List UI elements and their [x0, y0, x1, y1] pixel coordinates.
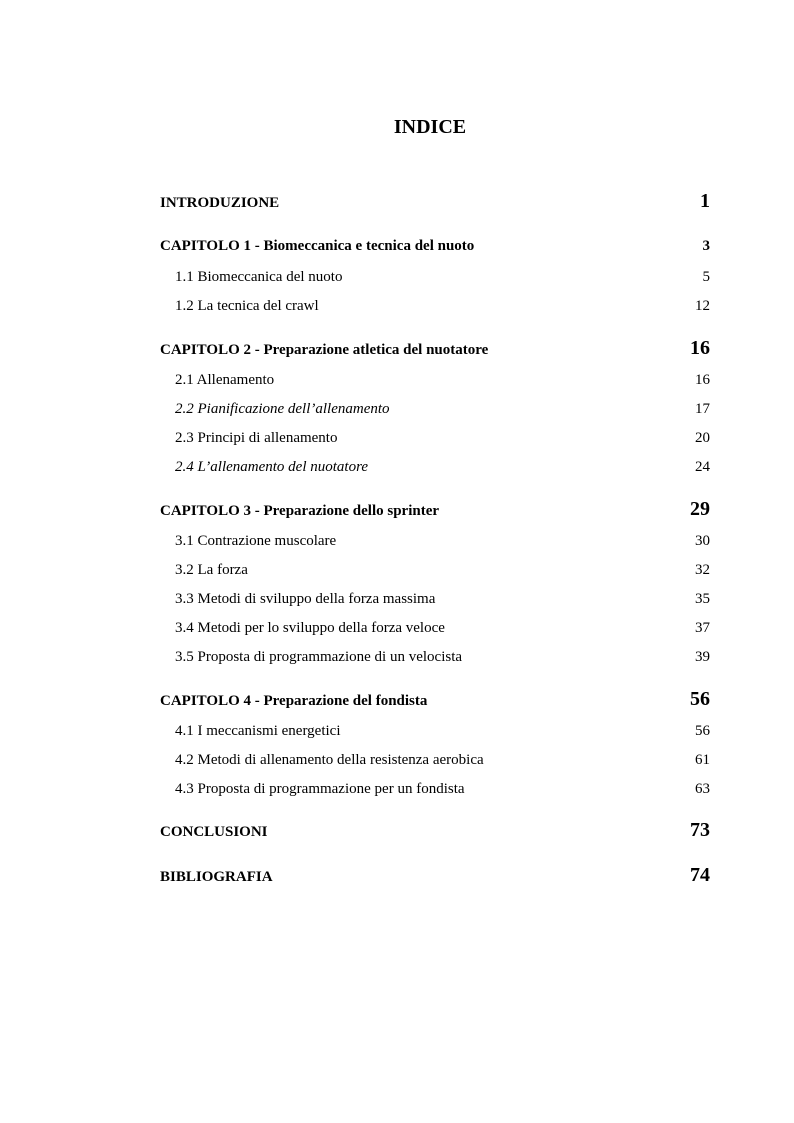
toc-label: 3.3 Metodi di sviluppo della forza massima: [175, 591, 436, 607]
toc-label: 3.1 Contrazione muscolare: [175, 533, 337, 549]
toc-section[interactable]: [175, 298, 710, 315]
toc-label: 3.2 La forza: [175, 562, 248, 578]
toc-section[interactable]: [175, 430, 710, 447]
toc-label: 1.1 Biomeccanica del nuoto: [175, 269, 343, 285]
toc-label: 4.2 Metodi di allenamento della resistenza aerobica: [175, 752, 484, 768]
toc-page: 56: [690, 688, 710, 710]
toc-page: 37: [695, 620, 710, 636]
toc-page: 12: [695, 298, 710, 314]
toc-page: 61: [695, 752, 710, 768]
toc-label: 4.3 Proposta di programmazione per un fondista: [175, 781, 465, 797]
toc-page: 16: [690, 337, 710, 359]
toc-page: 32: [695, 562, 710, 578]
toc-page: 35: [695, 591, 710, 607]
toc-section[interactable]: [175, 591, 710, 608]
toc-page: 24: [695, 459, 710, 475]
toc-entry-bibliography[interactable]: [160, 864, 710, 887]
toc-page: 39: [695, 649, 710, 665]
toc-label: 2.4 L’allenamento del nuotatore: [175, 459, 369, 475]
toc-page: 17: [695, 401, 710, 417]
toc-section[interactable]: [175, 269, 710, 286]
toc-section[interactable]: [175, 649, 710, 666]
toc-page: 20: [695, 430, 710, 446]
toc-label: CAPITOLO 3 - Preparazione dello sprinter: [160, 503, 440, 519]
toc-label: 3.4 Metodi per lo sviluppo della forza veloce: [175, 620, 445, 636]
toc-label: 2.2 Pianificazione dell’allenamento: [175, 401, 390, 417]
toc-entry-introduction[interactable]: [160, 190, 710, 213]
toc-page: 3: [702, 238, 710, 254]
toc-page: 16: [695, 372, 710, 388]
toc-page: 74: [690, 864, 710, 886]
toc-chapter-3[interactable]: [160, 498, 710, 521]
toc-chapter-2[interactable]: [160, 337, 710, 360]
toc-section[interactable]: [175, 781, 710, 798]
toc-page: 29: [690, 498, 710, 520]
toc-label: INTRODUZIONE: [160, 195, 280, 211]
toc-label: CAPITOLO 1 - Biomeccanica e tecnica del nuoto: [160, 238, 475, 254]
toc-section[interactable]: [175, 562, 710, 579]
toc-label: CAPITOLO 2 - Preparazione atletica del nuotatore: [160, 342, 489, 358]
toc-entry-conclusions[interactable]: [160, 819, 710, 842]
toc-section[interactable]: [175, 459, 710, 476]
toc-page: 63: [695, 781, 710, 797]
toc-label: 2.3 Principi di allenamento: [175, 430, 338, 446]
toc-page: 1: [700, 190, 710, 212]
toc-label: CAPITOLO 4 - Preparazione del fondista: [160, 693, 428, 709]
toc-label: 3.5 Proposta di programmazione di un velocista: [175, 649, 463, 665]
toc-label: 1.2 La tecnica del crawl: [175, 298, 319, 314]
toc-section[interactable]: [175, 372, 710, 389]
toc-page: 56: [695, 723, 710, 739]
toc-label: CONCLUSIONI: [160, 824, 268, 840]
toc-page: 5: [702, 269, 710, 285]
toc-section[interactable]: [175, 533, 710, 550]
toc-section[interactable]: [175, 401, 710, 418]
toc-chapter-4[interactable]: [160, 688, 710, 711]
toc-label: 4.1 I meccanismi energetici: [175, 723, 341, 739]
toc-chapter-1[interactable]: [160, 238, 710, 255]
toc-label: BIBLIOGRAFIA: [160, 869, 273, 885]
page-title: INDICE: [393, 116, 467, 138]
toc-page: 73: [690, 819, 710, 841]
toc-label: 2.1 Allenamento: [175, 372, 275, 388]
toc-section[interactable]: [175, 752, 710, 769]
toc-section[interactable]: [175, 723, 710, 740]
toc-page: 30: [695, 533, 710, 549]
toc-section[interactable]: [175, 620, 710, 637]
